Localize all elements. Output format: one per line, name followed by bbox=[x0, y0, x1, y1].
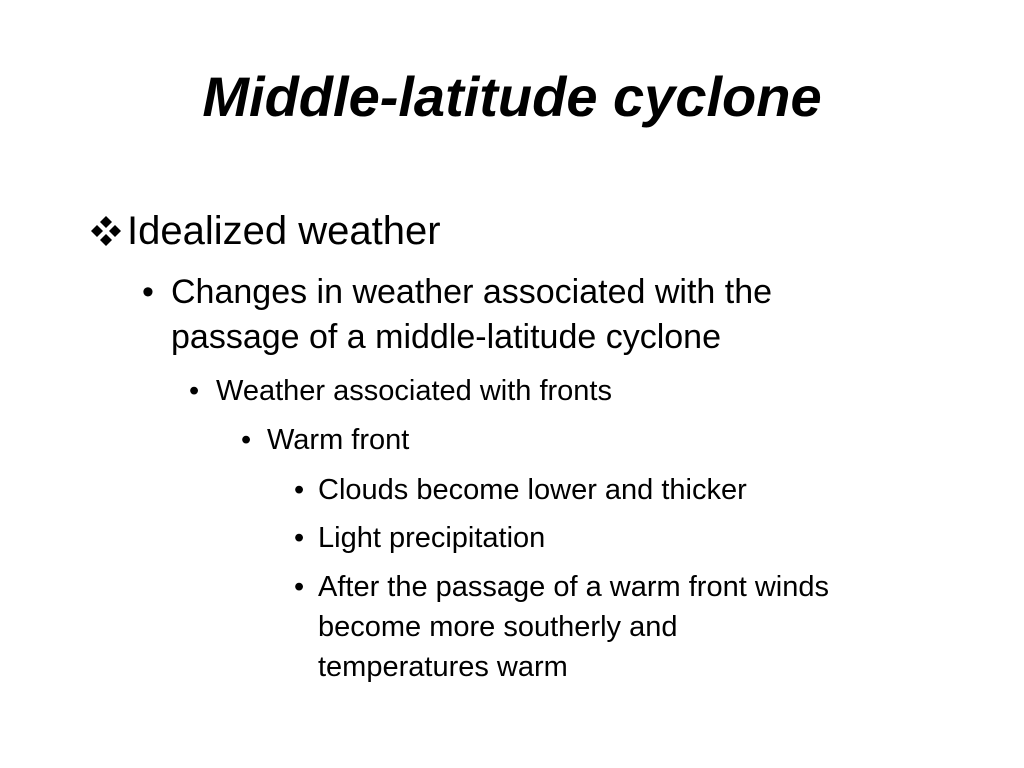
level1-item-text: Idealized weather bbox=[127, 209, 441, 253]
level3-item-text: Weather associated with fronts bbox=[216, 375, 612, 407]
level5-item-line: become more southerly and bbox=[318, 611, 678, 643]
slide-title: Middle-latitude cyclone bbox=[202, 65, 822, 128]
level5-item-line: temperatures warm bbox=[318, 651, 568, 683]
level4-item-text: Warm front bbox=[267, 424, 410, 456]
level5-bullet: • bbox=[294, 474, 305, 506]
level4-bullet: • bbox=[241, 424, 252, 456]
level5-bullet: • bbox=[294, 571, 305, 603]
level5-item-line: Clouds become lower and thicker bbox=[318, 474, 747, 506]
level5-item-line: After the passage of a warm front winds bbox=[318, 571, 829, 603]
level5-bullet: • bbox=[294, 522, 305, 554]
level3-bullet: • bbox=[189, 375, 200, 407]
level2-item-line-1: Changes in weather associated with the bbox=[171, 273, 773, 311]
level2-item-line-2: passage of a middle-latitude cyclone bbox=[171, 318, 721, 356]
diamond-bullet-icon bbox=[88, 213, 124, 249]
level5-item-line: Light precipitation bbox=[318, 522, 546, 554]
level2-bullet: • bbox=[142, 273, 154, 311]
